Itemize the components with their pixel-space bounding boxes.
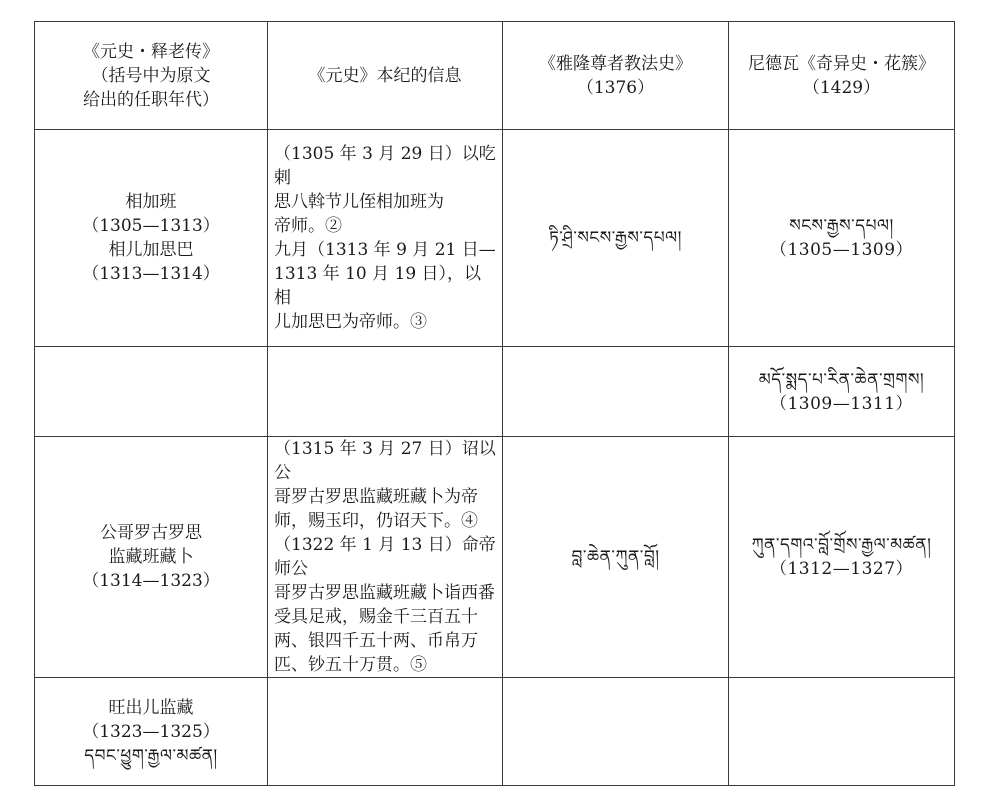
table-row: [35, 437, 955, 678]
table-row: [35, 130, 955, 347]
cell-yalong-record: བླ་ཆེན་ཀུན་བློ།: [503, 437, 729, 678]
cell-nidewa-record: ཀུན་དགའ་བློ་གྲོས་རྒྱལ་མཚན། （1312—1327）: [729, 437, 955, 678]
cell-yalong-record: ཏི་ཤྲི་སངས་རྒྱས་དཔལ།: [503, 130, 729, 347]
cell-imperial-preceptor: 旺出儿监藏 （1323—1325） དབང་ཕྱུག་རྒྱལ་མཚན།: [35, 678, 268, 786]
cell-benji-record: （1305 年 3 月 29 日）以吃剌 思八斡节儿侄相加班为 帝师。② 九月（1313 年 9 月 21 日— 1313 年 10 月 19 日），以相 儿加思巴为帝师。③: [268, 130, 503, 347]
cell-imperial-preceptor: 相加班 （1305—1313） 相儿加思巴 （1313—1314）: [35, 130, 268, 347]
cell-imperial-preceptor: [35, 347, 268, 437]
reign-comparison-table: [34, 21, 955, 786]
cell-nidewa-record: མདོ་སྨད་པ་རིན་ཆེན་གྲགས། （1309—1311）: [729, 347, 955, 437]
header-yalong-history: 《雅隆尊者教法史》 （1376）: [503, 22, 729, 130]
cell-nidewa-record: [729, 678, 955, 786]
cell-yalong-record: [503, 347, 729, 437]
cell-benji-record: （1315 年 3 月 27 日）诏以公 哥罗古罗思监藏班藏卜为帝 师，赐玉印，仍诏天下。④ （1322 年 1 月 13 日）命帝师公 哥罗古罗思监藏班藏卜诣西番 受具足戒，赐金千三百五十 两、银四千五十两、币帛万 匹、钞五十万贯。⑤: [268, 437, 503, 678]
header-nidewa-history: 尼德瓦《奇异史・花簇》 （1429）: [729, 22, 955, 130]
table-row: [35, 678, 955, 786]
table-row: [35, 347, 955, 437]
cell-benji-record: [268, 347, 503, 437]
cell-imperial-preceptor: 公哥罗古罗思 监藏班藏卜 （1314—1323）: [35, 437, 268, 678]
cell-yalong-record: [503, 678, 729, 786]
cell-nidewa-record: སངས་རྒྱས་དཔལ། （1305—1309）: [729, 130, 955, 347]
header-row: [35, 22, 955, 130]
cell-benji-record: [268, 678, 503, 786]
header-yuanshi-benji: 《元史》本纪的信息: [268, 22, 503, 130]
header-yuanshi-shilaozhuan: 《元史・释老传》 （括号中为原文 给出的任职年代）: [35, 22, 268, 130]
